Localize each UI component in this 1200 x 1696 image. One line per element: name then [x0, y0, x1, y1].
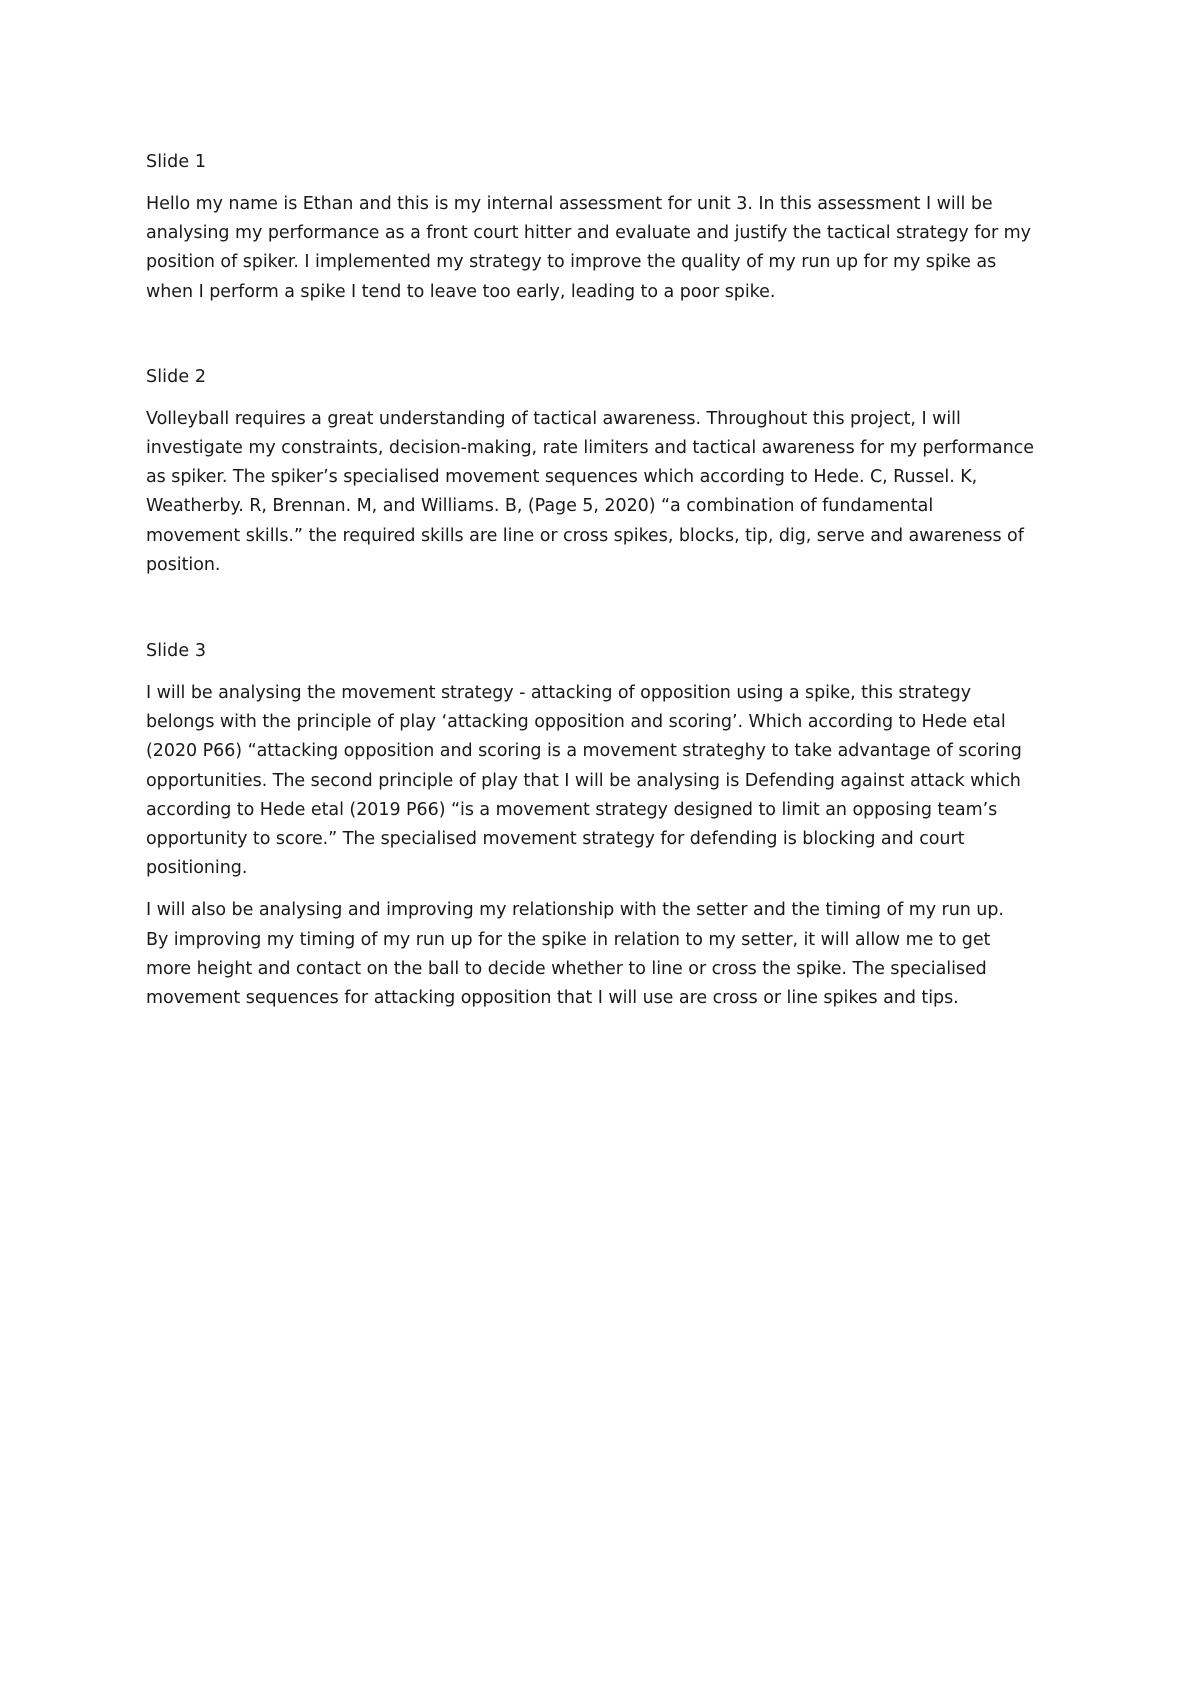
- paragraph: [146, 896, 1076, 1013]
- text-line: opportunities. The second principle of play that I will be analysing is Defending against attack which: [146, 770, 1021, 791]
- text-line: (2020 P66) “attacking opposition and scoring is a movement strateghy to take advantage of scoring: [146, 741, 1022, 762]
- text-line: when I perform a spike I tend to leave too early, leading to a poor spike.: [146, 281, 776, 302]
- document-body: [146, 148, 1076, 1013]
- slide-heading: Slide 3: [146, 641, 207, 662]
- slide-heading: Slide 2: [146, 366, 207, 387]
- section-slide-2: [146, 363, 1076, 580]
- paragraph: [146, 190, 1076, 307]
- section-slide-1: [146, 148, 1076, 307]
- text-line: I will be analysing the movement strategy - attacking of opposition using a spike, this strategy: [146, 683, 972, 704]
- text-line: investigate my constraints, decision-making, rate limiters and tactical awareness for my performance: [146, 438, 1034, 459]
- text-line: Hello my name is Ethan and this is my internal assessment for unit 3. In this assessment I will be: [146, 194, 993, 214]
- text-line: positioning.: [146, 858, 248, 879]
- text-line: more height and contact on the ball to decide whether to line or cross the spike. The specialised: [146, 958, 987, 979]
- text-line: movement sequences for attacking opposition that I will use are cross or line spikes and tips.: [146, 988, 959, 1009]
- text-line: according to Hede etal (2019 P66) “is a movement strategy designed to limit an opposing team’s: [146, 799, 998, 820]
- section-slide-3: [146, 637, 1076, 1013]
- text-line: position.: [146, 554, 221, 575]
- text-line: Weatherby. R, Brennan. M, and Williams. B, (Page 5, 2020) “a combination of fundamental: [146, 496, 934, 517]
- text-line: movement skills.” the required skills are line or cross spikes, blocks, tip, dig, serve and awareness of: [146, 525, 1024, 546]
- text-line: as spiker. The spiker’s specialised movement sequences which according to Hede. C, Russel. K,: [146, 467, 978, 488]
- text-line: analysing my performance as a front court hitter and evaluate and justify the tactical strategy for my: [146, 223, 1031, 244]
- text-line: Volleyball requires a great understanding of tactical awareness. Throughout this project, I will: [146, 408, 961, 429]
- text-line: position of spiker. I implemented my strategy to improve the quality of my run up for my spike as: [146, 252, 997, 273]
- text-line: belongs with the principle of play ‘attacking opposition and scoring’. Which according to Hede etal: [146, 712, 1006, 733]
- text-line: I will also be analysing and improving my relationship with the setter and the timing of my run up.: [146, 900, 1004, 921]
- text-line: By improving my timing of my run up for the spike in relation to my setter, it will allow me to get: [146, 929, 991, 950]
- paragraph: [146, 679, 1076, 883]
- text-line: opportunity to score.” The specialised movement strategy for defending is blocking and court: [146, 829, 965, 850]
- slide-heading: Slide 1: [146, 152, 207, 172]
- paragraph: [146, 405, 1076, 580]
